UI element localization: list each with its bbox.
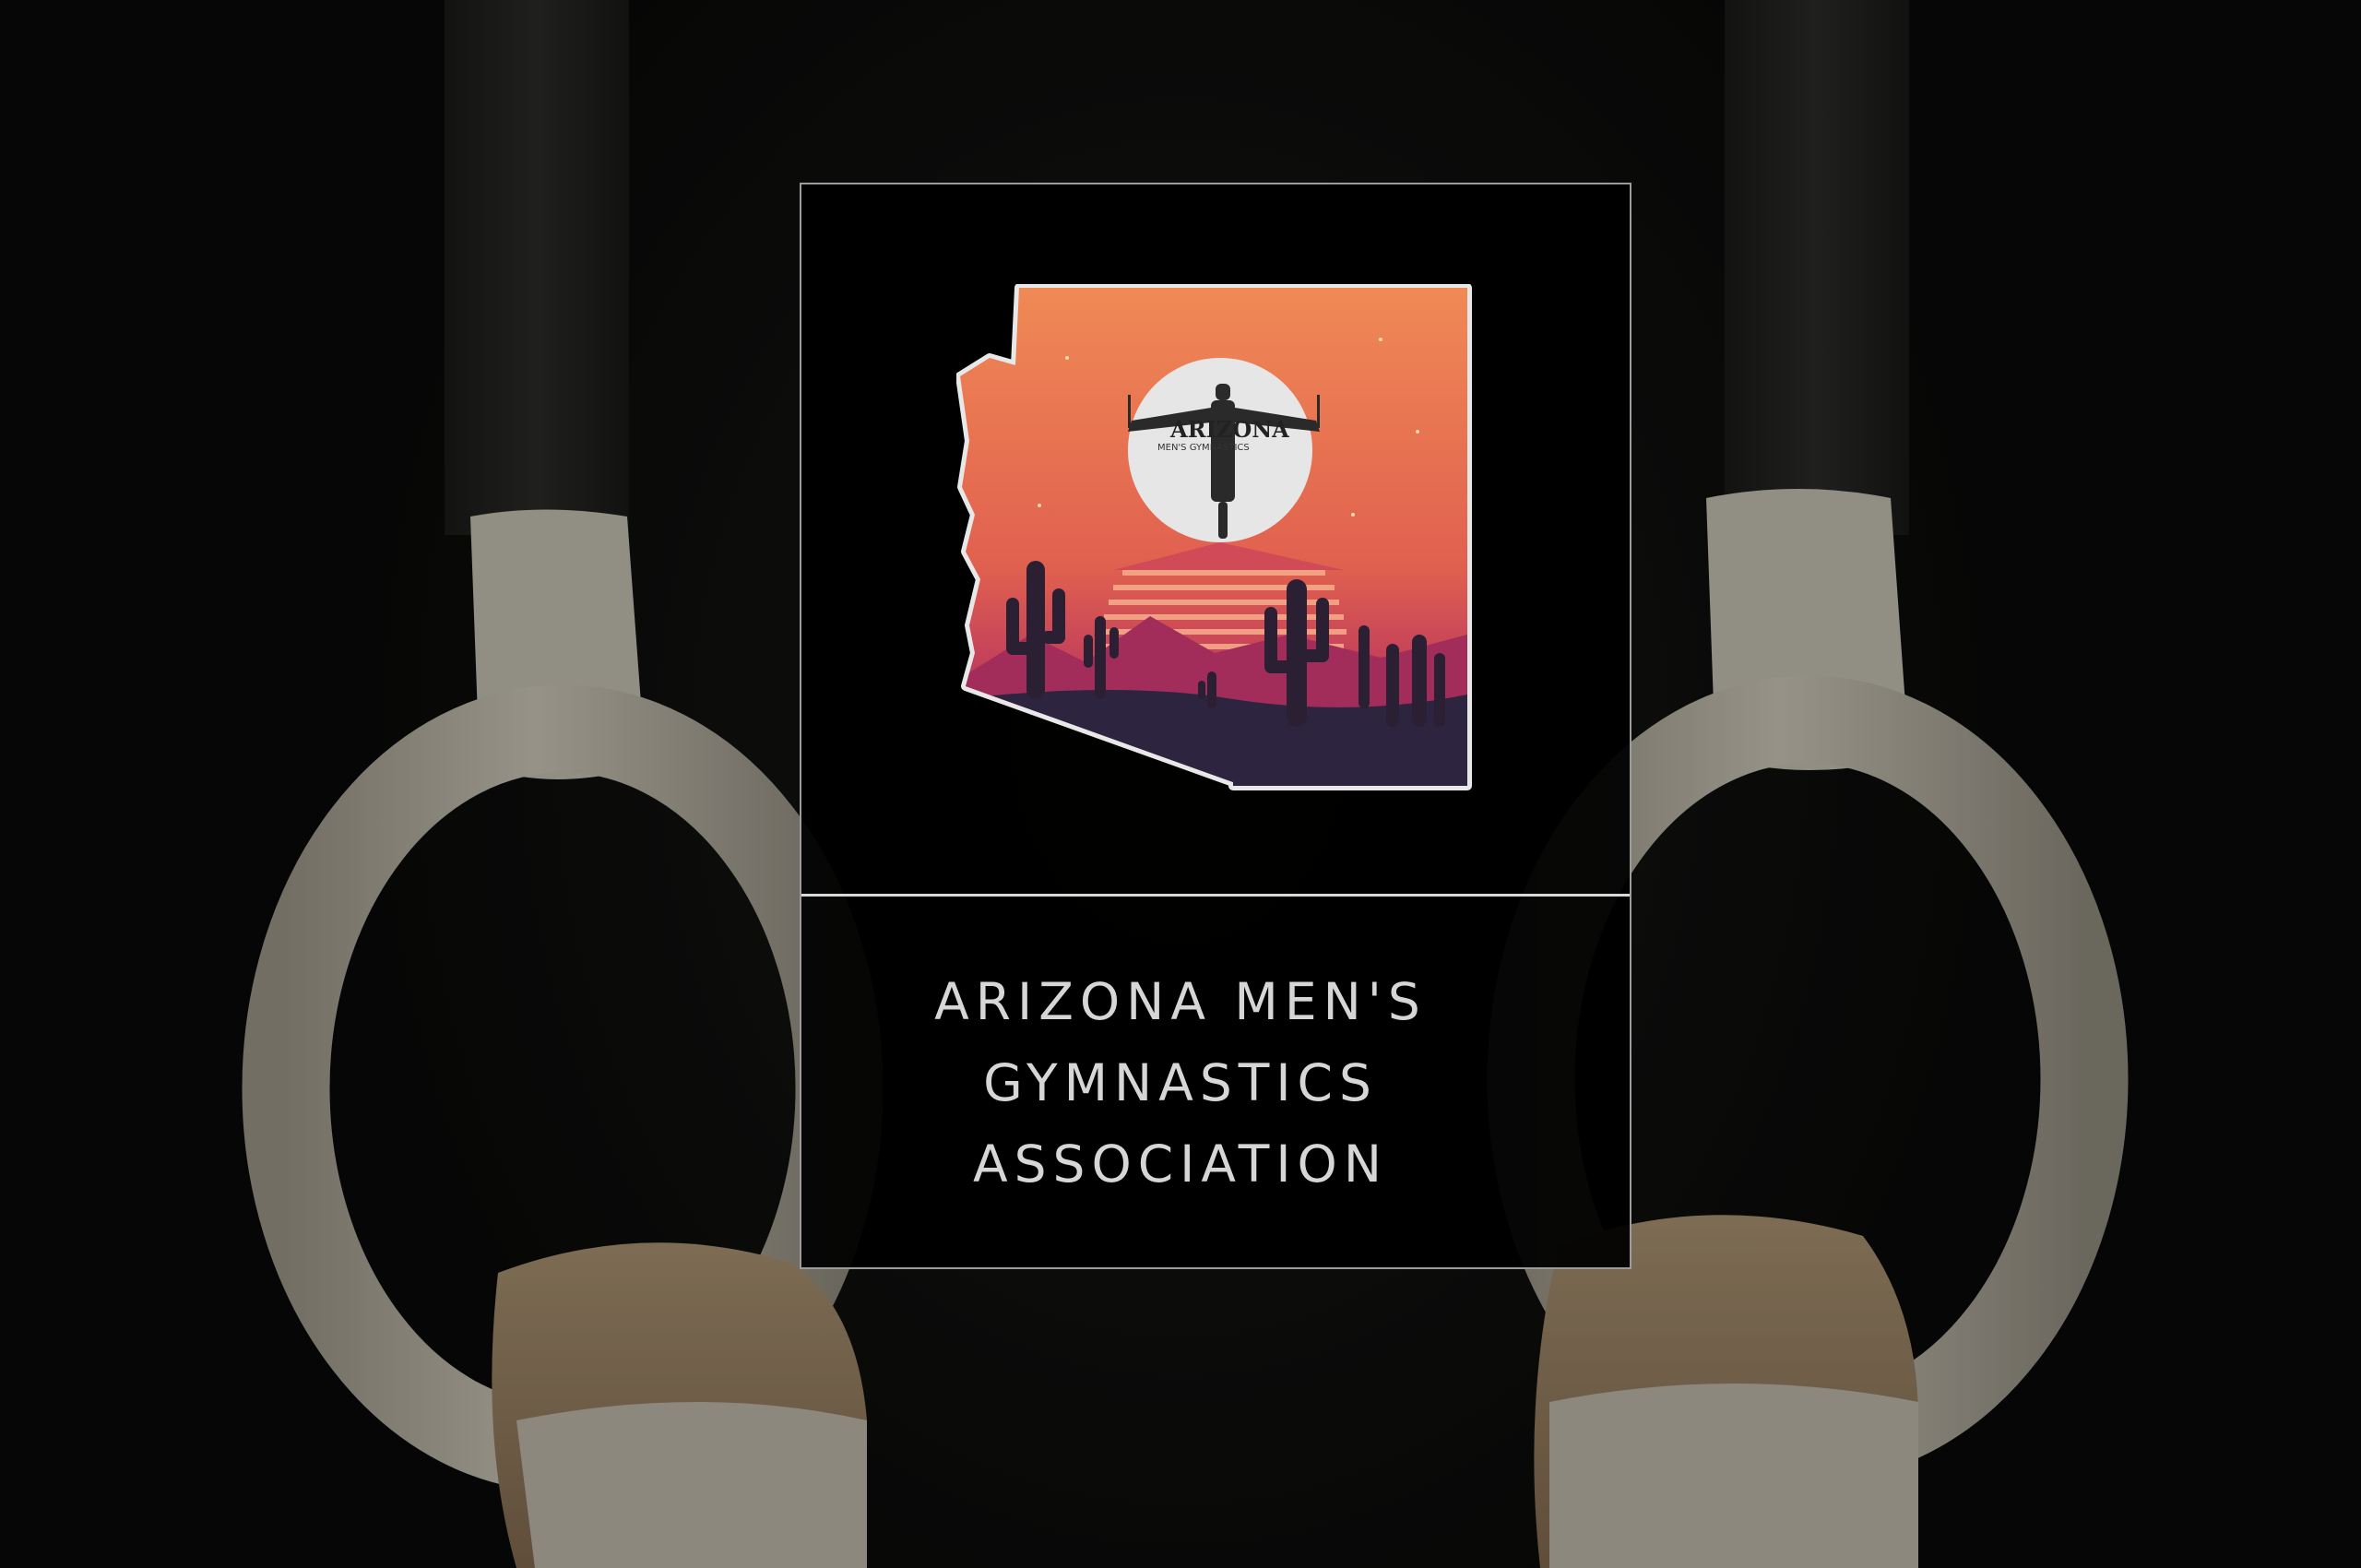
card-divider bbox=[801, 894, 1630, 897]
arizona-state-desert-logo bbox=[956, 284, 1473, 801]
logo-emblem-text: ARIZONA bbox=[1170, 416, 1289, 443]
title-line-2: GYMNASTICS bbox=[983, 1053, 1378, 1112]
title-line-3: ASSOCIATION bbox=[973, 1134, 1388, 1194]
title-line-1: ARIZONA MEN'S bbox=[934, 972, 1427, 1031]
page-title bbox=[0, 961, 2361, 1205]
logo-emblem-subtext: MEN'S GYMNASTICS bbox=[1157, 443, 1250, 453]
